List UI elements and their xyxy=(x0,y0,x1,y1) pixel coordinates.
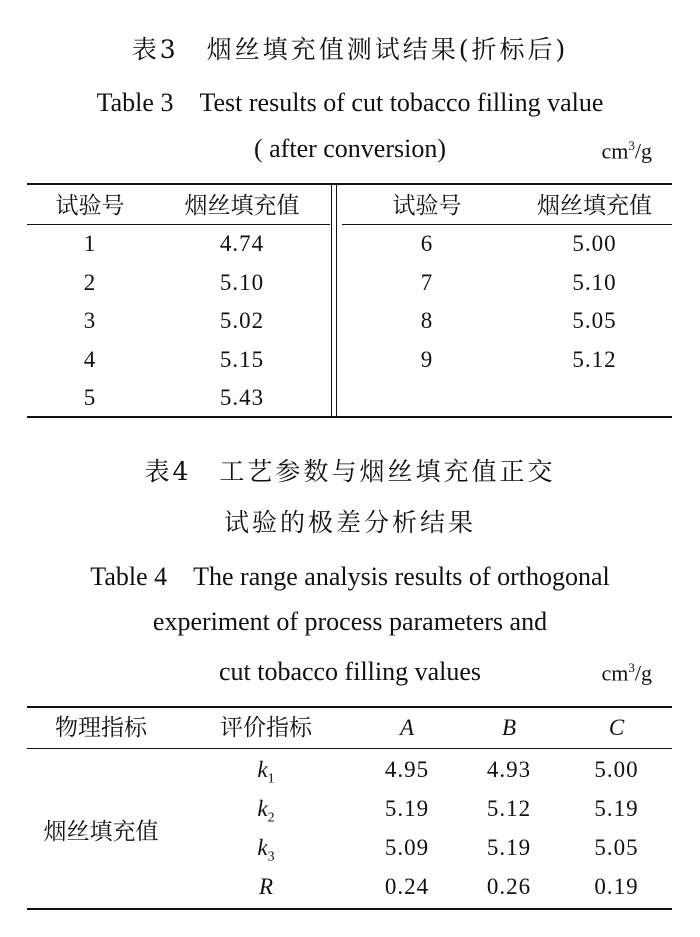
table3-cell-value: 5.10 xyxy=(219,270,265,295)
table4-k-symbol: k xyxy=(257,796,268,821)
table4-row-k2-label xyxy=(175,793,357,835)
table4-k-subscript: 1 xyxy=(267,771,275,787)
table3-title-en: Table 3 Test results of cut tobacco filling value xyxy=(96,88,604,117)
table3-header-rule-left xyxy=(27,224,330,225)
table3-cell-value: 5.15 xyxy=(219,347,265,372)
table3-bottom-rule xyxy=(27,416,672,418)
table4-k-symbol: k xyxy=(257,835,268,860)
table3-cell-no: 9 xyxy=(420,347,434,372)
table3-unit-tail: /g xyxy=(634,138,652,164)
table3-divider-a xyxy=(331,183,332,417)
table3-cell-no: 3 xyxy=(83,308,97,333)
table4-bottom-rule xyxy=(27,908,672,910)
table4-unit xyxy=(601,660,652,686)
table4-title-cn-line2: 试验的极差分析结果 xyxy=(223,508,476,537)
table4-title-en-line2: experiment of process parameters and xyxy=(152,607,548,636)
table3-cell-no: 2 xyxy=(83,270,97,295)
table4-cell-a: 4.95 xyxy=(384,757,430,782)
table3-cell-no: 7 xyxy=(420,270,434,295)
table3-cell-value: 5.05 xyxy=(572,308,617,333)
table4-unit-exp: 3 xyxy=(628,660,635,675)
table4-k-subscript: 3 xyxy=(267,849,275,865)
table4-unit-base: cm xyxy=(601,660,629,686)
table3-header-value: 烟丝填充值 xyxy=(184,193,300,219)
table4-title-cn: 表4 工艺参数与烟丝填充值正交 xyxy=(144,457,556,486)
table4-cell-c: 0.19 xyxy=(594,874,639,899)
table3-cell-no: 5 xyxy=(83,385,97,410)
table4-row-k1-label xyxy=(175,754,357,796)
table3-cell-value: 5.43 xyxy=(219,385,265,410)
table4-r-symbol: R xyxy=(258,874,274,899)
table4-cell-a: 5.19 xyxy=(384,796,430,821)
table4-header-eval: 评价指标 xyxy=(220,715,312,741)
table4-k-symbol: k xyxy=(257,757,268,782)
table3-header-trial: 试验号 xyxy=(55,193,125,219)
table3-title-en-line2: ( after conversion) xyxy=(253,134,447,163)
table4-row-r-label xyxy=(175,871,357,903)
table3-header-value-2: 烟丝填充值 xyxy=(537,193,652,219)
table4-group-label: 烟丝填充值 xyxy=(43,819,159,845)
table4 xyxy=(27,706,672,910)
table4-header-rule xyxy=(27,748,672,749)
table4-header-a: A xyxy=(399,715,415,740)
table4-cell-c: 5.05 xyxy=(594,835,639,860)
table4-header-c: C xyxy=(608,715,625,740)
table4-unit-tail: /g xyxy=(634,660,652,686)
table3-unit xyxy=(601,138,652,164)
table4-row-k3-label xyxy=(175,832,357,874)
table3-cell-value: 5.12 xyxy=(572,347,617,372)
table3-cell-no: 8 xyxy=(420,308,434,333)
table3-top-rule xyxy=(27,183,672,185)
table4-cell-c: 5.00 xyxy=(594,757,639,782)
table4-top-rule xyxy=(27,706,672,708)
table4-cell-b: 5.12 xyxy=(486,796,532,821)
table3 xyxy=(27,183,672,419)
table3-cell-value: 5.02 xyxy=(219,308,265,333)
table4-cell-b: 4.93 xyxy=(486,757,532,782)
table3-cell-value: 5.10 xyxy=(572,270,617,295)
table4-cell-a: 5.09 xyxy=(384,835,430,860)
table4-cell-b: 0.26 xyxy=(486,874,532,899)
table4-title-en-line3: cut tobacco filling values xyxy=(218,657,482,686)
table3-unit-exp: 3 xyxy=(628,138,635,153)
table4-k-subscript: 2 xyxy=(267,810,275,826)
table3-cell-no: 6 xyxy=(420,231,434,256)
table3-cell-no: 4 xyxy=(83,347,97,372)
table3-unit-base: cm xyxy=(601,138,629,164)
table3-cell-value: 5.00 xyxy=(572,231,617,256)
table4-cell-b: 5.19 xyxy=(486,835,532,860)
table3-cell-value: 4.74 xyxy=(219,231,265,256)
table3-title-cn: 表3 烟丝填充值测试结果(折标后) xyxy=(131,35,569,64)
table4-cell-c: 5.19 xyxy=(594,796,639,821)
table3-header-trial-2: 试验号 xyxy=(392,193,462,219)
table3-header-rule-right xyxy=(342,224,672,225)
table4-title-en: Table 4 The range analysis results of orthogonal xyxy=(90,562,610,591)
table4-header-b: B xyxy=(501,715,517,740)
table4-cell-a: 0.24 xyxy=(384,874,430,899)
table3-cell-no: 1 xyxy=(83,231,97,256)
table4-header-physical: 物理指标 xyxy=(55,715,147,741)
